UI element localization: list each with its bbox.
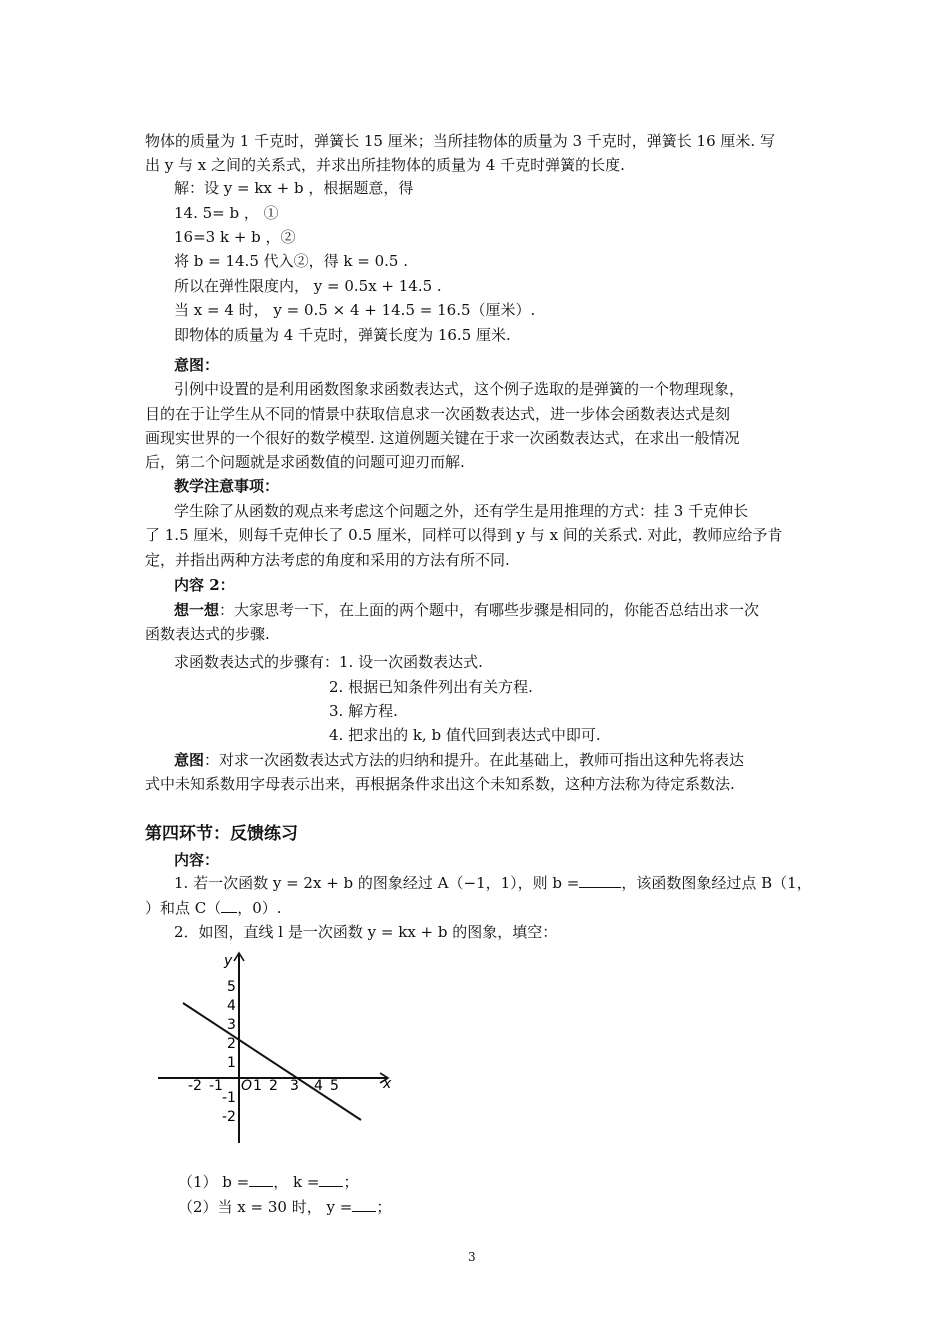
- step-4: 4. 把求出的 k, b 值代回到表达式中即可.: [329, 726, 601, 744]
- sub1-text-a: （1） b =: [178, 1173, 250, 1191]
- step-2: 2. 根据已知条件列出有关方程.: [329, 678, 533, 696]
- step-1: 1. 设一次函数表达式.: [339, 653, 483, 671]
- solution-line-4: 将 b = 14.5 代入②，得 k = 0.5 .: [174, 252, 408, 270]
- intent-1-line-1: 引例中设置的是利用函数图象求函数表达式，这个例子选取的是弹簧的一个物理现象，: [174, 380, 745, 398]
- content-2-label: 内容 2：: [174, 576, 235, 594]
- q1-text-d: ，0）.: [237, 899, 282, 917]
- intent-1-line-3: 画现实世界的一个很好的数学模型. 这道例题关键在于求一次函数表达式，在求出一般情况: [145, 429, 740, 447]
- x-tick-2: 2: [269, 1078, 278, 1094]
- intent-2-line-1: [174, 750, 744, 770]
- x-tick-3: 3: [290, 1078, 299, 1094]
- intent-2-line-2: 式中未知系数用字母表示出来，再根据条件求出这个未知系数，这种方法称为待定系数法.: [145, 775, 735, 793]
- sub2-y-blank[interactable]: [352, 1197, 376, 1212]
- origin-label: O: [241, 1078, 253, 1094]
- y-tick-5: 5: [227, 979, 236, 995]
- section-4-title: 第四环节：反馈练习: [145, 824, 298, 844]
- x-axis-label: x: [383, 1076, 392, 1092]
- x-tick-1: 1: [253, 1078, 262, 1094]
- y-tick-4: 4: [227, 998, 236, 1014]
- solution-line-5: 所以在弹性限度内， y = 0.5x + 14.5 .: [174, 277, 442, 295]
- solution-line-2: 14. 5= b ， ①: [174, 204, 279, 222]
- x-tick-4: 4: [314, 1078, 323, 1094]
- notes-line-2: 了 1.5 厘米，则每千克伸长了 0.5 厘米，同样可以得到 y 与 x 间的关系式. 对此，教师应给予肯: [145, 526, 783, 544]
- sub-question-2: [178, 1197, 391, 1217]
- intent-2-text: ：对求一次函数表达式方法的归纳和提升。在此基础上，教师可指出这种先将表达: [204, 751, 745, 769]
- think-text: ：大家思考一下，在上面的两个题中，有哪些步骤是相同的，你能否总结出求一次: [219, 601, 760, 619]
- notes-line-1: 学生除了从函数的观点来考虑这个问题之外，还有学生是用推理的方式：挂 3 千克伸长: [174, 502, 749, 520]
- solution-line-3: 16=3 k + b ，②: [174, 228, 296, 246]
- q1-text-a: 1. 若一次函数 y = 2x + b 的图象经过 A（−1，1），则 b =: [174, 874, 580, 892]
- sub1-b-blank[interactable]: [249, 1172, 273, 1187]
- intent-1-line-2: 目的在于让学生从不同的情景中获取信息求一次函数表达式，进一步体会函数表达式是刻: [145, 405, 731, 423]
- q1-answer-c-blank[interactable]: [221, 898, 237, 913]
- y-tick-neg2: -2: [222, 1109, 236, 1125]
- intent-2-label: 意图: [174, 751, 205, 769]
- sub2-text-a: （2）当 x = 30 时， y =: [178, 1198, 353, 1216]
- q1-text-b: ，该函数图象经过点 B（1，: [621, 874, 812, 892]
- line-l: [183, 1003, 361, 1120]
- steps-line-1: [174, 652, 483, 672]
- question-2-line: 2．如图，直线 l 是一次函数 y = kx + b 的图象，填空：: [174, 923, 558, 941]
- solution-line-7: 即物体的质量为 4 千克时，弹簧长度为 16.5 厘米.: [174, 326, 511, 344]
- sub1-k-blank[interactable]: [319, 1172, 343, 1187]
- function-graph: [150, 945, 400, 1150]
- intro-line-2: 出 y 与 x 之间的关系式，并求出所挂物体的质量为 4 千克时弹簧的长度.: [145, 156, 625, 174]
- solution-line-1: 解：设 y = kx + b ，根据题意，得: [174, 179, 414, 197]
- q1-text-c: ）和点 C（: [145, 899, 222, 917]
- question-1-line-1: [174, 873, 812, 893]
- question-1-line-2: [145, 898, 282, 918]
- y-tick-neg1: -1: [222, 1090, 236, 1106]
- x-tick-neg1: -1: [209, 1078, 223, 1094]
- y-tick-3: 3: [227, 1017, 236, 1033]
- sub2-text-b: ；: [376, 1198, 392, 1216]
- q1-answer-b-blank[interactable]: [579, 873, 621, 888]
- y-axis-label: y: [224, 953, 233, 969]
- think-label: 想一想: [174, 601, 220, 619]
- sub1-text-b: ， k =: [273, 1173, 320, 1191]
- intent-1-line-4: 后，第二个问题就是求函数值的问题可迎刃而解.: [145, 453, 465, 471]
- steps-intro: 求函数表达式的步骤有：: [174, 653, 340, 671]
- step-3: 3. 解方程.: [329, 702, 398, 720]
- section-4-content-label: 内容：: [174, 851, 220, 869]
- x-tick-5: 5: [330, 1078, 339, 1094]
- sub1-text-c: ；: [343, 1173, 359, 1191]
- y-tick-1: 1: [227, 1055, 236, 1071]
- intro-line-1: 物体的质量为 1 千克时，弹簧长 15 厘米；当所挂物体的质量为 3 千克时，弹簧长 16 厘米. 写: [145, 132, 775, 150]
- think-line-1: [174, 600, 759, 620]
- y-tick-2: 2: [227, 1036, 236, 1052]
- notes-label: 教学注意事项：: [174, 477, 280, 495]
- intent-1-label: 意图：: [174, 356, 220, 374]
- notes-line-3: 定，并指出两种方法考虑的角度和采用的方法有所不同.: [145, 551, 510, 569]
- sub-question-1: [178, 1172, 358, 1192]
- x-tick-neg2: -2: [188, 1078, 202, 1094]
- page-number: 3: [468, 1250, 476, 1264]
- think-line-2: 函数表达式的步骤.: [145, 625, 270, 643]
- solution-line-6: 当 x = 4 时， y = 0.5 × 4 + 14.5 = 16.5（厘米）.: [174, 301, 536, 319]
